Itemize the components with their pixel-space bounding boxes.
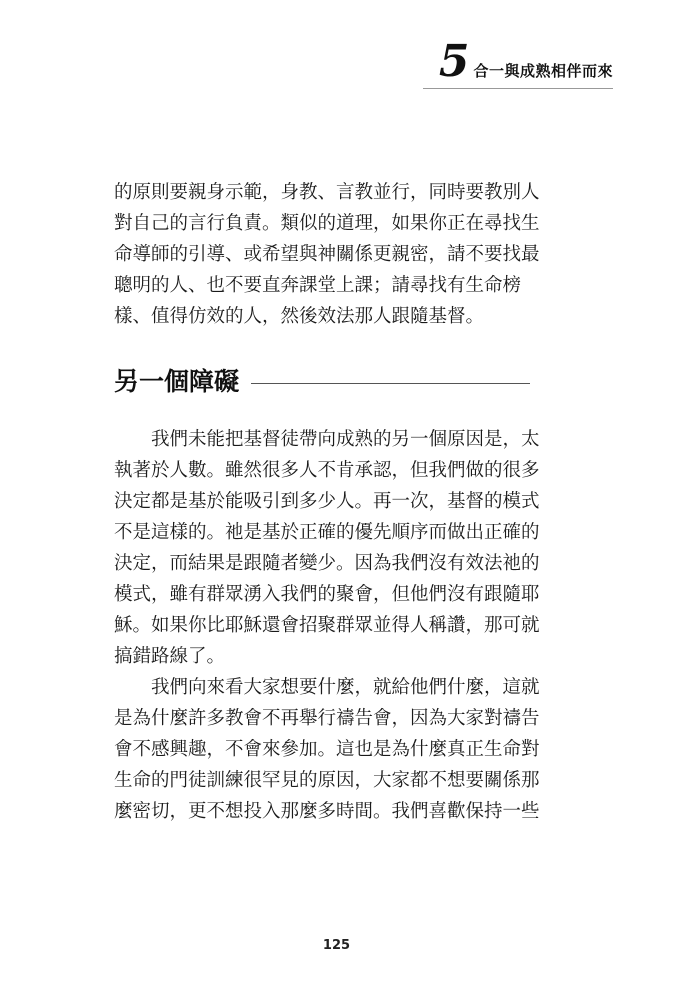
section-heading — [114, 362, 530, 402]
text-line: 執著於人數。雖然很多人不肯承認，但我們做的很多 — [114, 460, 540, 481]
text-line: 樣、值得仿效的人，然後效法那人跟隨基督。 — [114, 306, 485, 327]
paragraph-2 — [114, 424, 540, 672]
text-line: 決定都是基於能吸引到多少人。再一次，基督的模式 — [114, 491, 540, 512]
text-line: 的原則要親身示範，身教、言教並行，同時要教別人 — [114, 182, 540, 203]
paragraph-3 — [114, 672, 540, 827]
chapter-title: 合一與成熟相伴而來 — [473, 62, 613, 80]
section-title: 另一個障礙 — [114, 367, 240, 396]
text-line: 麼密切，更不想投入那麼多時間。我們喜歡保持一些 — [114, 801, 540, 822]
text-line: 搞錯路線了。 — [114, 646, 226, 667]
page-number: 125 — [322, 938, 351, 953]
text-line: 聰明的人、也不要直奔課堂上課；請尋找有生命榜 — [114, 275, 522, 296]
header-rule — [423, 88, 613, 89]
text-line: 我們向來看大家想要什麼，就給他們什麼，這就 — [114, 677, 540, 698]
text-line: 生命的門徒訓練很罕見的原因，大家都不想要關係那 — [114, 770, 540, 791]
text-line: 不是這樣的。祂是基於正確的優先順序而做出正確的 — [114, 522, 540, 543]
text-line: 模式，雖有群眾湧入我們的聚會，但他們沒有跟隨耶 — [114, 584, 540, 605]
text-line: 對自己的言行負責。類似的道理，如果你正在尋找生 — [114, 213, 540, 234]
paragraph-1 — [114, 177, 540, 332]
text-line: 是為什麼許多教會不再舉行禱告會，因為大家對禱告 — [114, 708, 540, 729]
text-line: 命導師的引導、或希望與神關係更親密，請不要找最 — [114, 244, 540, 265]
chapter-number: 5 — [438, 36, 470, 87]
text-line: 我們未能把基督徒帶向成熟的另一個原因是，太 — [114, 429, 540, 450]
text-line: 會不感興趣，不會來參加。這也是為什麼真正生命對 — [114, 739, 540, 760]
text-line: 穌。如果你比耶穌還會招聚群眾並得人稱讚，那可就 — [114, 615, 540, 636]
section-rule — [251, 383, 530, 384]
text-line: 決定，而結果是跟隨者變少。因為我們沒有效法祂的 — [114, 553, 540, 574]
running-header — [438, 36, 613, 87]
